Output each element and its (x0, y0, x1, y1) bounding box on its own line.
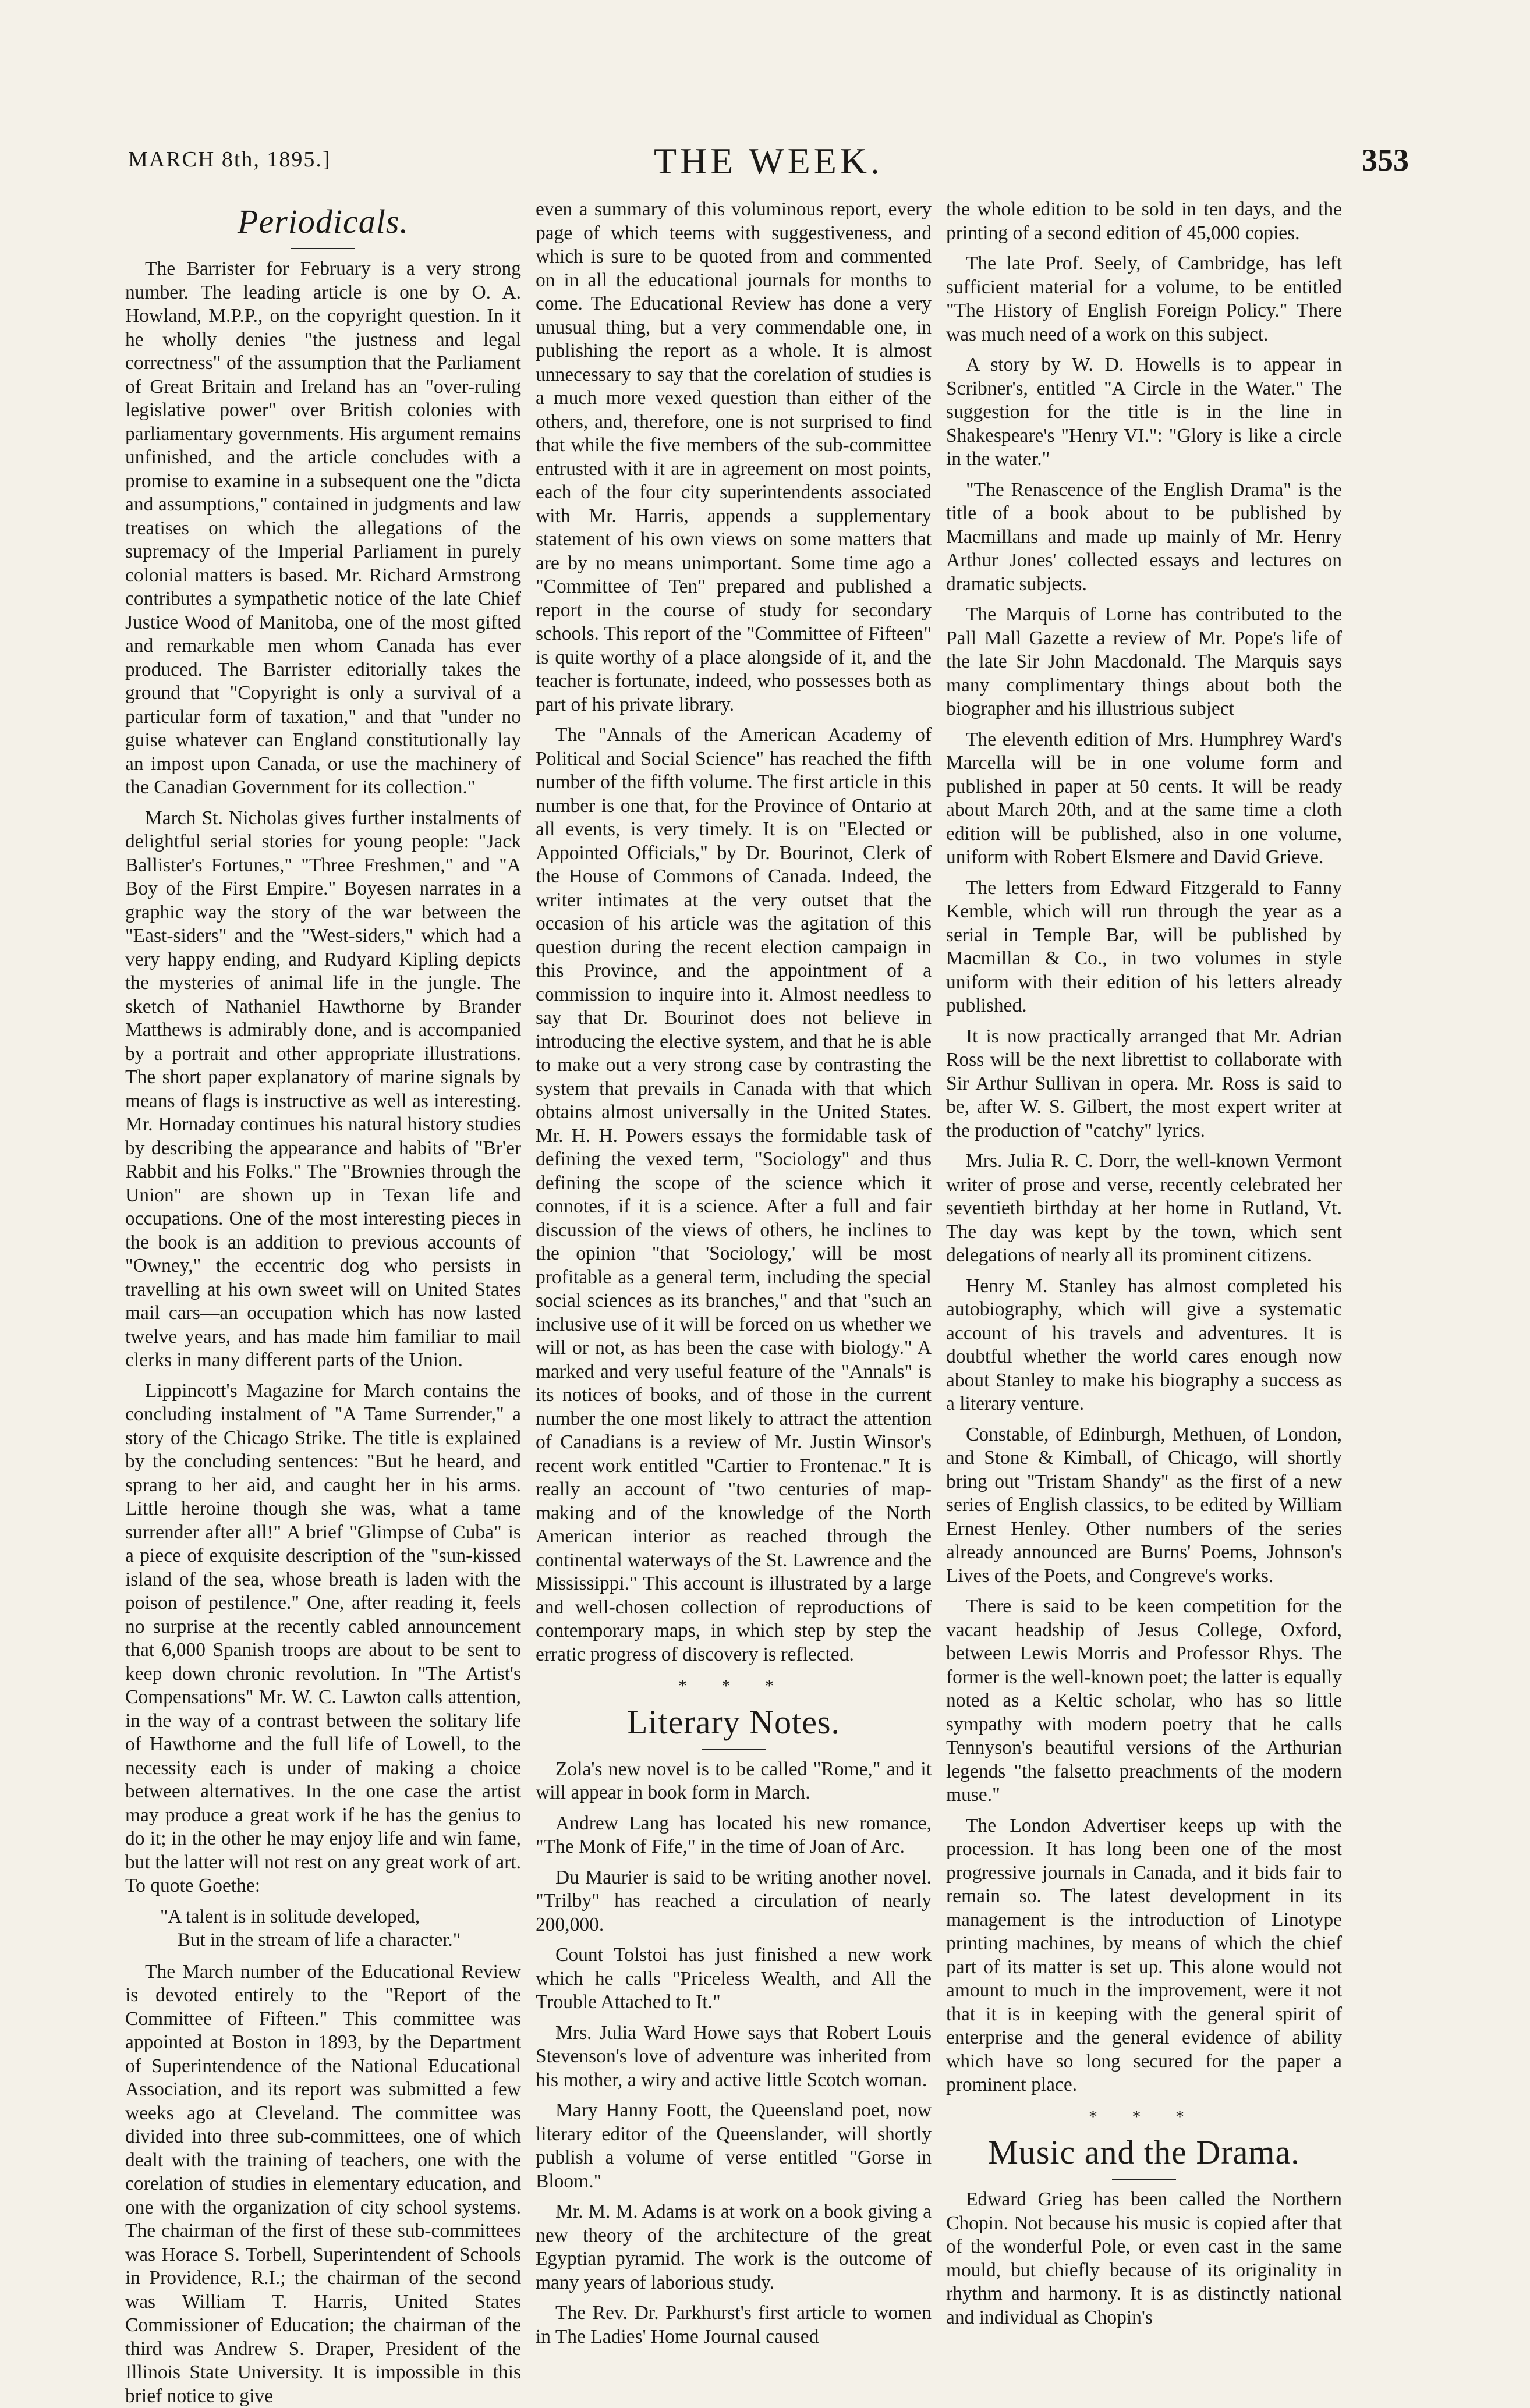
note-paragraph: The Rev. Dr. Parkhurst's first article to women in The Ladies' Home Journal caused (536, 2301, 932, 2349)
verse-line: "A talent is in solitude developed, (160, 1905, 521, 1929)
literary-notes-heading: Literary Notes. (536, 1702, 932, 1743)
note-paragraph: the whole edition to be sold in ten days, and the printing of a second edition of 45,000 copies. (946, 198, 1342, 245)
note-paragraph: There is said to be keen competition for the vacant headship of Jesus College, Oxford, between Lewis Morris and Professor Rhys. The former is the well-known poet; the latter is equally noted as a Keltic scholar, who has so little sympathy with modern poetry that he calls Tennyson's beautiful versions of the Arthurian legends "the falsetto preachments of the modern muse." (946, 1595, 1342, 1807)
heading-rule (702, 1749, 766, 1750)
column-2 (536, 198, 932, 2247)
note-paragraph: Henry M. Stanley has almost completed his autobiography, which will give a systematic account of his travels and adventures. It is doubtful whether the world cares enough now about Stanley to make his biography a success as a literary venture. (946, 1275, 1342, 1416)
note-paragraph: Mrs. Julia R. C. Dorr, the well-known Vermont writer of prose and verse, recently celebrated her seventieth birthday at her home in Rutland, Vt. The day was kept by the town, which sent delegations of nearly all its prominent citizens. (946, 1150, 1342, 1268)
page-number: 353 (1362, 142, 1409, 178)
article-paragraph: Edward Grieg has been called the Northern Chopin. Not because his music is copied after that of the wonderful Pole, or even cast in the same mould, but chiefly because of its originality in rhythm and harmony. It is as distinctly national and individual as Chopin's (946, 2188, 1342, 2329)
note-paragraph: Mr. M. M. Adams is at work on a book giving a new theory of the architecture of the great Egyptian pyramid. The work is the outcome of many years of laborious study. (536, 2200, 932, 2294)
note-paragraph: It is now practically arranged that Mr. Adrian Ross will be the next librettist to collaborate with Sir Arthur Sullivan in opera. Mr. Ross is said to be, after W. S. Gilbert, the most expert writer at the production of "catchy" lyrics. (946, 1025, 1342, 1143)
article-paragraph: Lippincott's Magazine for March contains the concluding instalment of "A Tame Surrender," a story of the Chicago Strike. The title is explained by the concluding sentences: "But he heard, and sprang to her aid, and caught her in his arms. Little heroine though she was, what a tame surrender after all!" A brief "Glimpse of Cuba" is a piece of exquisite description of the "sun-kissed island of the sea, whose breath is laden with the poison of pestilence." One, after reading it, feels no surprise at the recently cabled announcement that 6,000 Spanish troops are about to be sent to keep down chronic revolution. In "The Artist's Compensations" Mr. W. C. Lawton calls attention, in the way of a contrast between the solitary life of Hawthorne and the full life of Lowell, to the necessity each is under of making a choice between alternatives. In the one case the artist may produce a great work if he has the genius to do it; in the other he may enjoy life and win fame, but the latter will not rest on any great work of art. To quote Goethe: (125, 1379, 521, 1898)
note-paragraph: Constable, of Edinburgh, Methuen, of London, and Stone & Kimball, of Chicago, will shortly bring out "Tristam Shandy" as the first of a new series of English classics, to be edited by William Ernest Henley. Other numbers of the series already announced are Burns' Poems, Johnson's Lives of the Poets, and Congreve's works. (946, 1423, 1342, 1588)
note-paragraph: The letters from Edward Fitzgerald to Fanny Kemble, which will run through the year as a serial in Temple Bar, will be published by Macmillan & Co., in two volumes in style uniform with their edition of his letters already published. (946, 877, 1342, 1018)
note-paragraph: Andrew Lang has located his new romance, "The Monk of Fife," in the time of Joan of Arc. (536, 1812, 932, 1859)
article-paragraph: The March number of the Educational Review is devoted entirely to the "Report of the Committee of Fifteen." This committee was appointed at Boston in 1893, by the Department of Superintendence of the National Educational Association, and its report was submitted a few weeks ago at Cleveland. The committee was divided into three sub-committees, one of which dealt with the training of teachers, one with the corelation of studies in elementary education, and one with the organization of city school systems. The chairman of the first of these sub-committees was Horace S. Torbell, Superintendent of Schools in Providence, R.I.; the chairman of the second was William T. Harris, United States Commissioner of Education; the chairman of the third was Andrew S. Draper, President of the Illinois State University. It is impossible in this brief notice to give (125, 1960, 521, 2408)
note-paragraph: The Marquis of Lorne has contributed to the Pall Mall Gazette a review of Mr. Pope's life of the late Sir John Macdonald. The Marquis says many complimentary things about both the biographer and his illustrious subject (946, 603, 1342, 721)
music-drama-heading: Music and the Drama. (946, 2132, 1342, 2173)
note-paragraph: Mary Hanny Foott, the Queensland poet, now literary editor of the Queenslander, will shortly publish a volume of verse entitled "Gorse in Bloom." (536, 2099, 932, 2193)
heading-rule (1112, 2179, 1176, 2180)
note-paragraph: Du Maurier is said to be writing another novel. "Trilby" has reached a circulation of nearly 200,000. (536, 1866, 932, 1937)
article-paragraph: March St. Nicholas gives further instalments of delightful serial stories for young people: "Jack Ballister's Fortunes," "Three Freshmen," and "A Boy of the First Empire." Boyesen narrates in a graphic way the story of the war between the "East-siders" and the "West-siders," which had a very happy ending, and Rudyard Kipling depicts the mysteries of animal life in the jungle. The sketch of Nathaniel Hawthorne by Brander Matthews is admirably done, and is accompanied by a portrait and other appropriate illustrations. The short paper explanatory of marine signals by means of flags is instructive as well as interesting. Mr. Hornaday continues his natural history studies by describing the appearance and habits of "Br'er Rabbit and his Folks." The "Brownies through the Union" are shown up in Texan life and occupations. One of the most interesting pieces in the book is an addition to previous accounts of "Owney," the eccentric dog who persists in travelling at his own sweet will on United States mail cars—an occupation which has now lasted twelve years, and has made him familiar to mail clerks in many different parts of the Union. (125, 807, 521, 1373)
goethe-quote (160, 1905, 521, 1952)
article-paragraph: The Barrister for February is a very strong number. The leading article is one by O. A. Howland, M.P.P., on the copyright question. In it he wholly denies "the justness and legal correctness" of the assumption that the Parliament of Great Britain and Ireland has an "over-ruling legislative power" over British colonies with parliamentary governments. His argument remains unfinished, and the article concludes with a promise to examine in a subsequent one the "dicta and assumptions," contained in judgments and law treatises on which the allegations of the supremacy of the Imperial Parliament in purely colonial matters is based. Mr. Richard Armstrong contributes a sympathetic notice of the late Chief Justice Wood of Manitoba, one of the most gifted and remarkable men whom Canada has ever produced. The Barrister editorially takes the ground that "Copyright is only a survival of a particular form of taxation," and that "under no guise whatever can England constitutionally lay an impost upon Canada, or use the machinery of the Canadian Government for its collection." (125, 257, 521, 800)
note-paragraph: Count Tolstoi has just finished a new work which he calls "Priceless Wealth, and All the Trouble Attached to It." (536, 1944, 932, 2015)
article-paragraph: even a summary of this voluminous report, every page of which teems with suggestiveness, and which is sure to be quoted from and commented on in all the educational journals for months to come. The Educational Review has done a very unusual thing, but a very commendable one, in publishing the report as a whole. It is almost unnecessary to say that the corelation of studies is a much more vexed question than either of the others, and, therefore, one is not surprised to find that while the five members of the sub-committee entrusted with it are in agreement on most points, each of the four city superintendents associated with Mr. Harris, appends a supplementary statement of his own views on some matters that are by no means unimportant. Some time ago a "Committee of Ten" prepared and published a report in the course of study for secondary schools. This report of the "Committee of Fifteen" is quite worthy of a place alongside of it, and the teacher is fortunate, indeed, who possesses both as part of his private library. (536, 198, 932, 717)
article-paragraph: The "Annals of the American Academy of Political and Social Science" has reached the fifth number of the fifth volume. The first article in this number is one that, for the Province of Ontario at all events, is very timely. It is on "Elected or Appointed Officials," by Dr. Bourinot, Clerk of the House of Commons of Canada. Indeed, the writer intimates at the very outset that the occasion of his article was the agitation of this question during the recent election campaign in this Province, and the appointment of a commission to inquire into it. Almost needless to say that Dr. Bourinot does not believe in introducing the elective system, and that he is able to make out a very strong case by contrasting the system that prevails in Canada with that which obtains almost universally in the United States. Mr. H. H. Powers essays the formidable task of defining the vexed term, "Sociology" and thus defining the scope of the science which it connotes, if it is a science. After a full and fair discussion of the views of others, he inclines to the opinion "that 'Sociology,' will be most profitable as a general term, including the special social sciences as its branches," and that "such an inclusive use of it will be forced on us whether we will or not, as has been the case with biology." A marked and very useful feature of the "Annals" is its notices of books, and of those in the current number the one most likely to attract the attention of Canadians is a review of Mr. Justin Winsor's recent work entitled "Cartier to Frontenac." It is really an account of "two centuries of map-making and of the knowledge of the North American interior as reached through the continental waterways of the St. Lawrence and the Mississippi." This account is illustrated by a large and well-chosen collection of reproductions of contemporary maps, in which step by step the erratic progress of discovery is reflected. (536, 724, 932, 1666)
note-paragraph: Mrs. Julia Ward Howe says that Robert Louis Stevenson's love of adventure was inherited from his mother, a wiry and active little Scotch woman. (536, 2022, 932, 2093)
section-ornament: * * * (536, 1675, 932, 1698)
column-1 (125, 198, 521, 2247)
note-paragraph: A story by W. D. Howells is to appear in Scribner's, entitled "A Circle in the Water." The suggestion for the title is in the line in Shakespeare's "Henry VI.": "Glory is like a circle in the water." (946, 353, 1342, 471)
note-paragraph: The London Advertiser keeps up with the procession. It has long been one of the most progressive journals in Canada, and it bids fair to remain so. The latest development in its management is the introduction of Linotype printing machines, by means of which the chief part of its matter is set up. This alone would not amount to much in the improvement, were it not that it is in keeping with the general spirit of enterprise and the general evidence of ability which have so long secured for the paper a prominent place. (946, 1814, 1342, 2097)
note-paragraph: The eleventh edition of Mrs. Humphrey Ward's Marcella will be in one volume form and published in paper at 50 cents. It will be ready about March 20th, and at the same time a cloth edition will be published, also in one volume, uniform with Robert Elsmere and David Grieve. (946, 728, 1342, 870)
verse-line: But in the stream of life a character." (160, 1928, 521, 1952)
note-paragraph: Zola's new novel is to be called "Rome," and it will appear in book form in March. (536, 1758, 932, 1805)
issue-date: MARCH 8th, 1895.] (128, 147, 331, 172)
heading-rule (291, 248, 355, 249)
note-paragraph: "The Renascence of the English Drama" is the title of a book about to be published by Macmillans and made up mainly of Mr. Henry Arthur Jones' collected essays and lectures on dramatic subjects. (946, 478, 1342, 597)
note-paragraph: The late Prof. Seely, of Cambridge, has left sufficient material for a volume, to be entitled "The History of English Foreign Policy." There was much need of a work on this subject. (946, 252, 1342, 346)
publication-title: THE WEEK. (128, 140, 1409, 183)
section-ornament: * * * (946, 2105, 1342, 2129)
periodicals-heading: Periodicals. (125, 201, 521, 242)
column-3 (946, 198, 1342, 2247)
running-head (128, 140, 1409, 186)
